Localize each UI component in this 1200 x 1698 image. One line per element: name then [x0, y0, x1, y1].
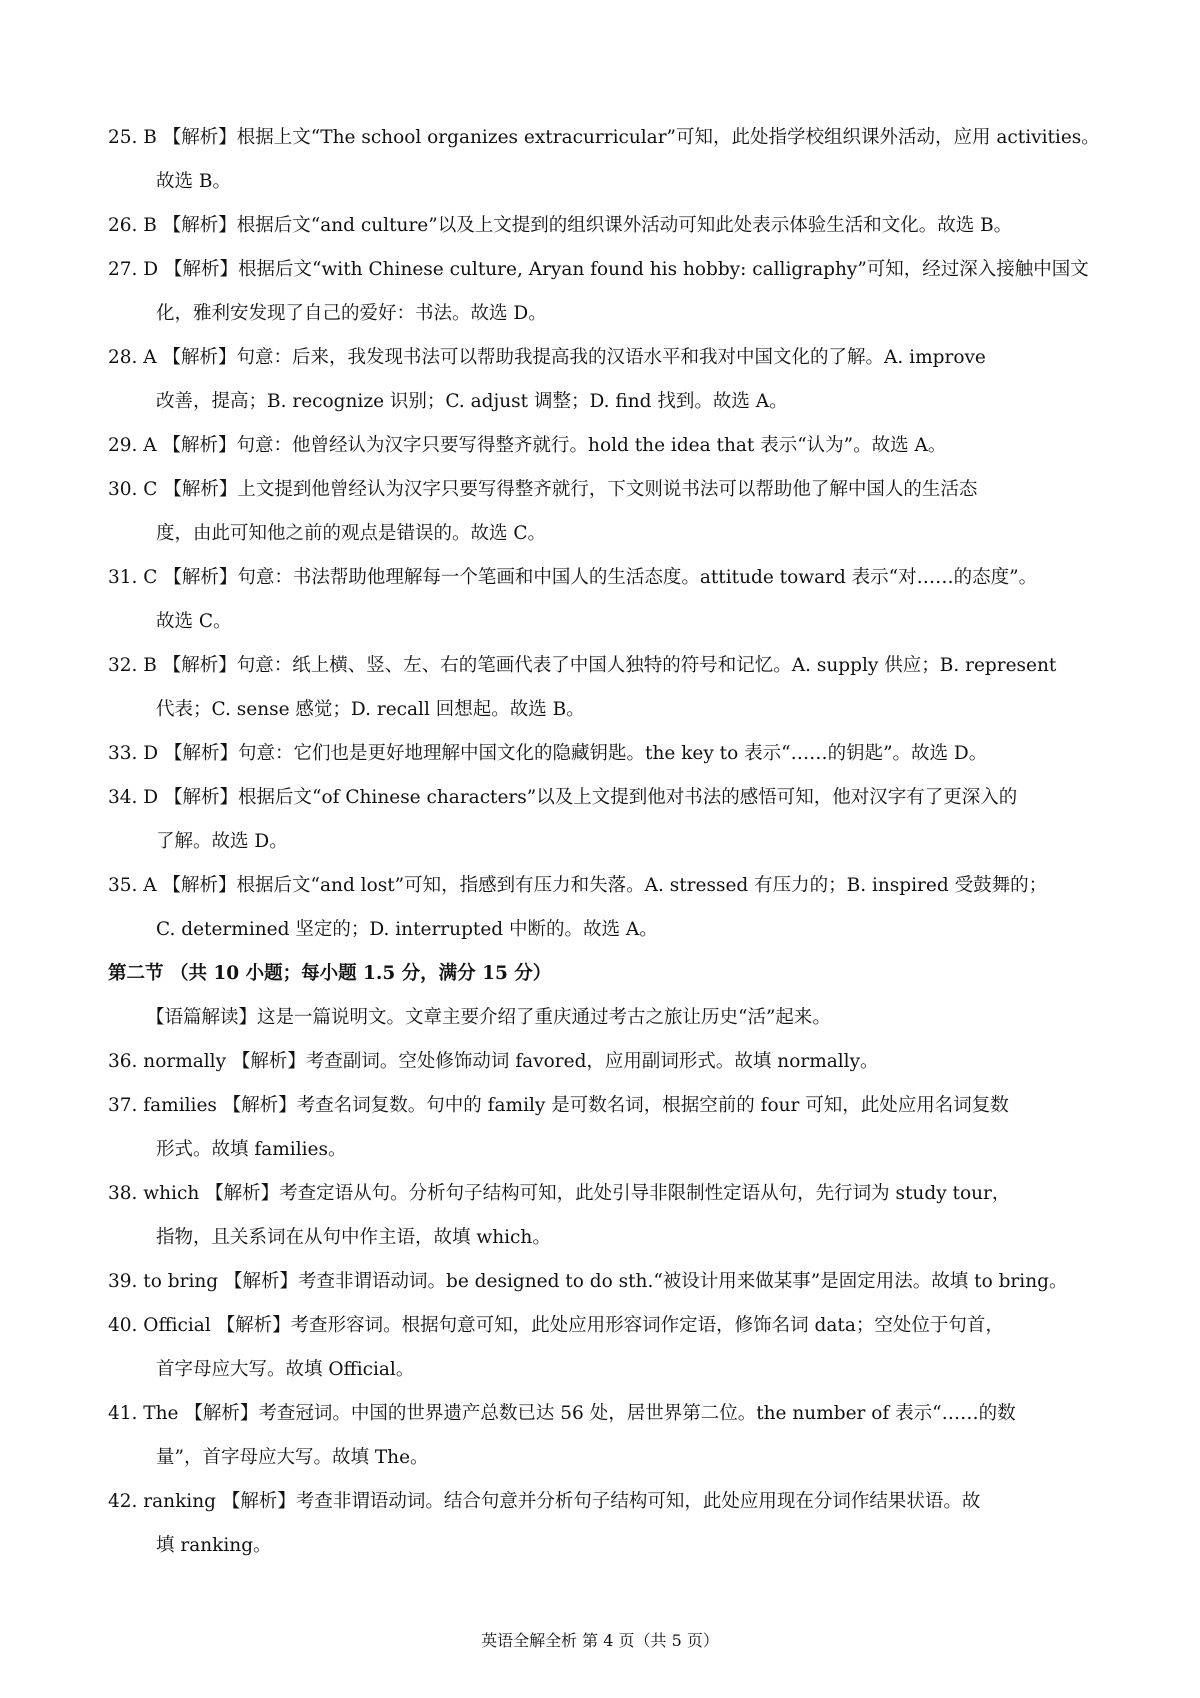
explanation-line-continued: 了解。故选 D。: [156, 831, 288, 852]
explanation-item: [108, 732, 1106, 776]
explanation-item: [108, 1392, 1106, 1480]
explanation-line: 42. ranking 【解析】考查非谓语动词。结合句意并分析句子结构可知，此处应用现在分词作结果状语。故: [108, 1491, 981, 1512]
grammar-fill-explanations: [108, 1040, 1106, 1568]
explanation-item: [108, 1480, 1106, 1568]
explanation-line-continued: C. determined 坚定的；D. interrupted 中断的。故选 A。: [156, 919, 658, 940]
cloze-explanations: [108, 116, 1106, 952]
explanation-item: [108, 1260, 1106, 1304]
page-footer: 英语全解全析 第 4 页（共 5 页）: [481, 1631, 719, 1650]
explanation-item: [108, 468, 1106, 556]
explanation-line: 28. A 【解析】句意：后来，我发现书法可以帮助我提高我的汉语水平和我对中国文化的了解。A. improve: [108, 347, 986, 368]
explanation-line: 27. D 【解析】根据后文“with Chinese culture, Aryan found his hobby: calligraphy”可知，经过深入接触中国文: [108, 259, 1089, 280]
explanation-line: 41. The 【解析】考查冠词。中国的世界遗产总数已达 56 处，居世界第二位。the number of 表示“……的数: [108, 1403, 1016, 1424]
explanation-line: 40. Official 【解析】考查形容词。根据句意可知，此处应用形容词作定语，修饰名词 data；空处位于句首，: [108, 1315, 1004, 1336]
explanation-line: 30. C 【解析】上文提到他曾经认为汉字只要写得整齐就行，下文则说书法可以帮助他了解中国人的生活态: [108, 479, 978, 500]
explanation-line: 36. normally 【解析】考查副词。空处修饰动词 favored，应用副词形式。故填 normally。: [108, 1051, 879, 1072]
explanation-line: 32. B 【解析】句意：纸上横、竖、左、右的笔画代表了中国人独特的符号和记忆。A. supply 供应；B. represent: [108, 655, 1057, 676]
explanation-line-continued: 填 ranking。: [156, 1535, 272, 1556]
explanation-line: 26. B 【解析】根据后文“and culture”以及上文提到的组织课外活动可知此处表示体验生活和文化。故选 B。: [108, 215, 1013, 236]
explanation-line: 29. A 【解析】句意：他曾经认为汉字只要写得整齐就行。hold the idea that 表示“认为”。故选 A。: [108, 435, 947, 456]
explanation-line-continued: 化，雅利安发现了自己的爱好：书法。故选 D。: [156, 303, 547, 324]
explanation-item: [108, 644, 1106, 732]
explanation-item: [108, 1040, 1106, 1084]
explanation-item: [108, 1172, 1106, 1260]
explanation-line: 34. D 【解析】根据后文“of Chinese characters”以及上文提到他对书法的感悟可知，他对汉字有了更深入的: [108, 787, 1018, 808]
section-title: 第二节 （共 10 小题；每小题 1.5 分，满分 15 分）: [108, 963, 552, 984]
answer-explanations: [108, 116, 1106, 1568]
explanation-line: 35. A 【解析】根据后文“and lost”可知，指感到有压力和失落。A. stressed 有压力的；B. inspired 受鼓舞的；: [108, 875, 1048, 896]
explanation-line-continued: 故选 B。: [156, 171, 231, 192]
explanation-line-continued: 故选 C。: [156, 611, 232, 632]
explanation-item: [108, 556, 1106, 644]
explanation-line-continued: 形式。故填 families。: [156, 1139, 347, 1160]
explanation-line-continued: 首字母应大写。故填 Official。: [156, 1359, 415, 1380]
explanation-line: 25. B 【解析】根据上文“The school organizes extracurricular”可知，此处指学校组织课外活动，应用 activities。: [108, 127, 1100, 148]
explanation-item: [108, 336, 1106, 424]
explanation-line: 39. to bring 【解析】考查非谓语动词。be designed to do sth.“被设计用来做某事”是固定用法。故填 to bring。: [108, 1271, 1068, 1292]
explanation-item: [108, 116, 1106, 204]
explanation-item: [108, 1304, 1106, 1392]
explanation-line-continued: 代表；C. sense 感觉；D. recall 回想起。故选 B。: [156, 699, 585, 720]
explanation-line-continued: 度，由此可知他之前的观点是错误的。故选 C。: [156, 523, 547, 544]
explanation-line: 31. C 【解析】句意：书法帮助他理解每一个笔画和中国人的生活态度。attitude toward 表示“对……的态度”。: [108, 567, 1038, 588]
explanation-line-continued: 指物，且关系词在从句中作主语，故填 which。: [156, 1227, 551, 1248]
explanation-line-continued: 改善，提高；B. recognize 识别；C. adjust 调整；D. find 找到。故选 A。: [156, 391, 788, 412]
explanation-item: [108, 204, 1106, 248]
explanation-line: 37. families 【解析】考查名词复数。句中的 family 是可数名词，根据空前的 four 可知，此处应用名词复数: [108, 1095, 1009, 1116]
explanation-line: 33. D 【解析】句意：它们也是更好地理解中国文化的隐藏钥匙。the key to 表示“……的钥匙”。故选 D。: [108, 743, 988, 764]
explanation-item: [108, 248, 1106, 336]
passage-summary: 【语篇解读】这是一篇说明文。文章主要介绍了重庆通过考古之旅让历史“活”起来。: [146, 1007, 831, 1028]
explanation-item: [108, 424, 1106, 468]
explanation-item: [108, 864, 1106, 952]
explanation-line-continued: 量”，首字母应大写。故填 The。: [156, 1447, 429, 1468]
explanation-item: [108, 776, 1106, 864]
explanation-item: [108, 1084, 1106, 1172]
explanation-line: 38. which 【解析】考查定语从句。分析句子结构可知，此处引导非限制性定语从句，先行词为 study tour，: [108, 1183, 1011, 1204]
